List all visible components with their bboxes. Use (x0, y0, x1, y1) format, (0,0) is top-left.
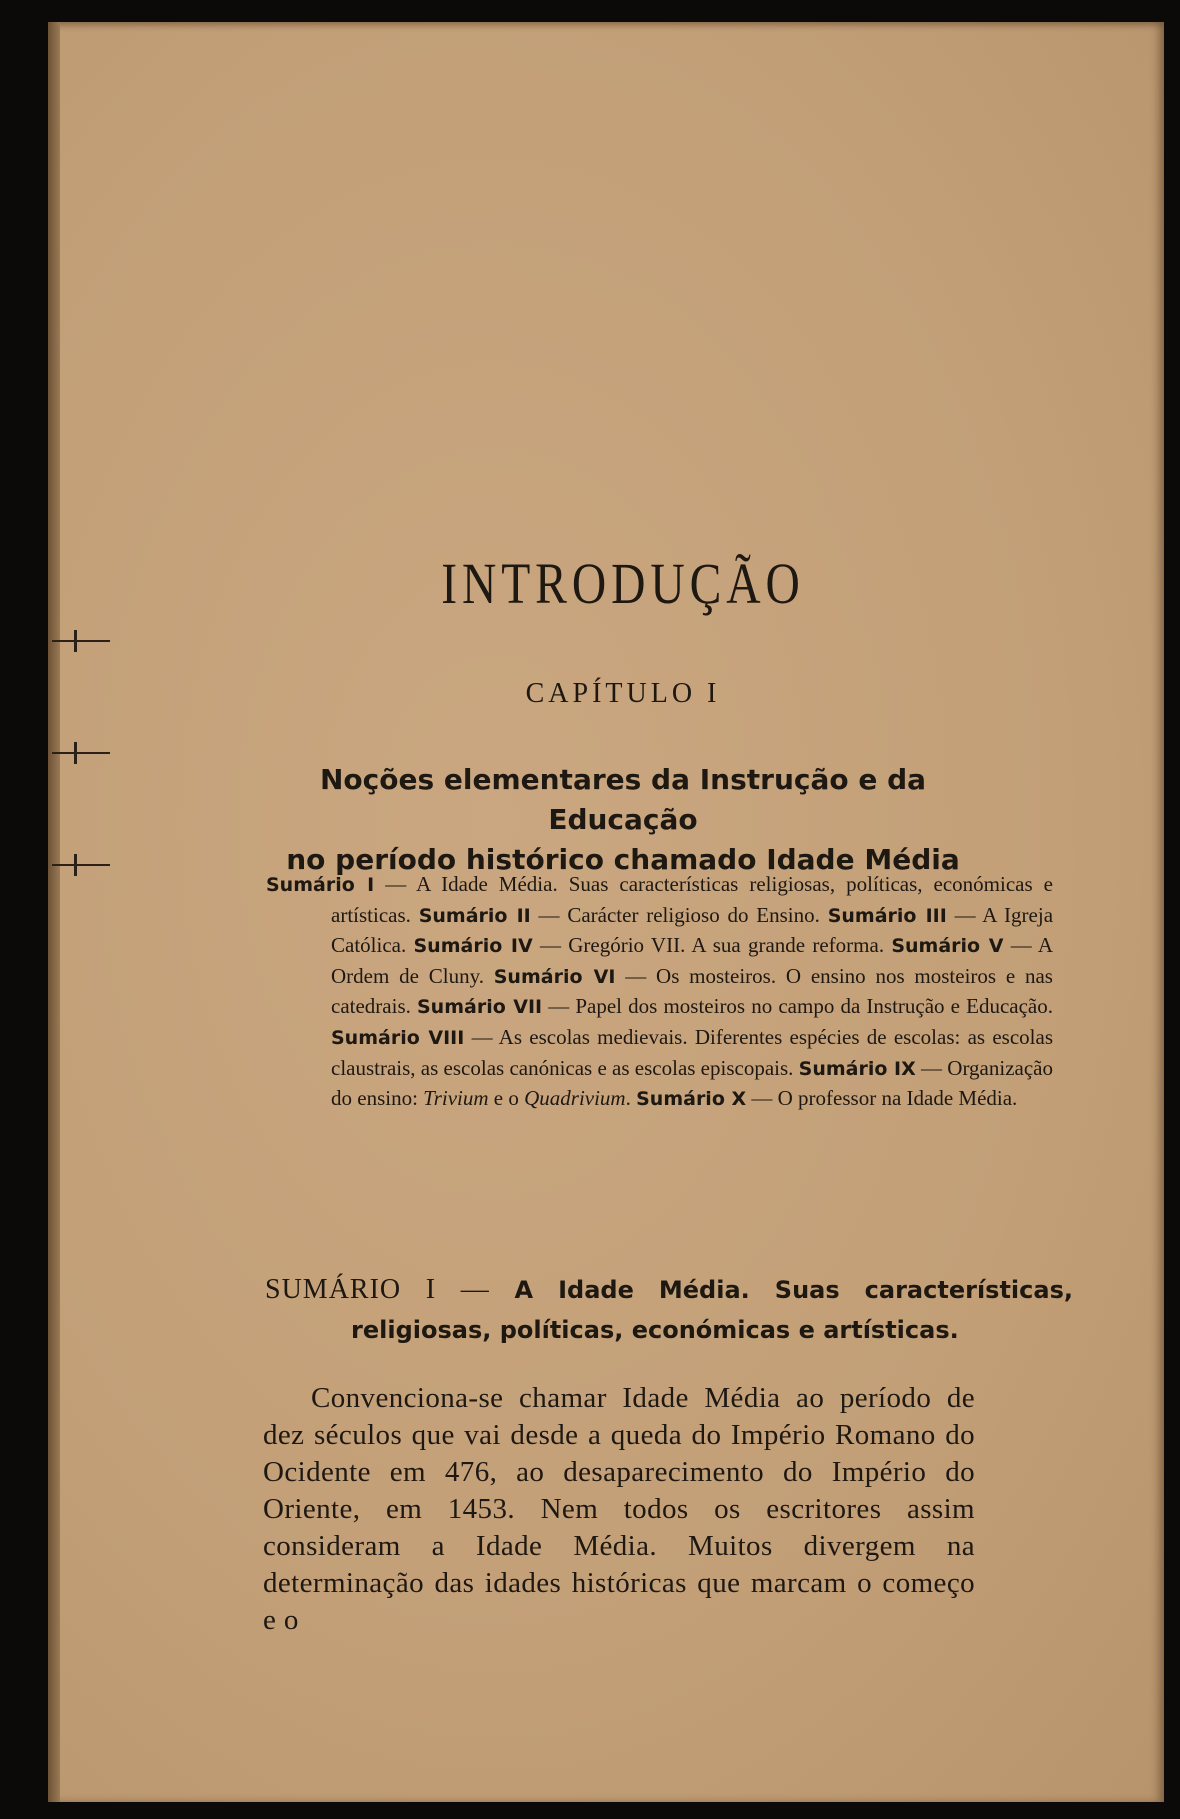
summary-text: — Organização do ensino: (331, 1055, 1053, 1111)
summary-text: — A Igreja Católica. (331, 902, 1054, 958)
chapter-summary (266, 870, 1053, 1115)
summary-text: — As escolas medievais. Diferentes espécies de escolas: as escolas claustrais, as escolas canónicas e as escolas episcopais. (331, 1024, 1053, 1080)
summary-label: Sumário VII (417, 996, 543, 1019)
summary-text: — A Ordem de Cluny. (331, 933, 1053, 988)
book-spine (48, 22, 60, 1802)
section-heading (265, 1270, 1073, 1350)
summary-label: Sumário V (891, 935, 1004, 958)
summary-label: Sumário X (636, 1088, 747, 1111)
summary-label: Sumário VIII (331, 1026, 465, 1049)
summary-text: — Papel dos mosteiros no campo da Instrução e Educação. (542, 994, 1053, 1019)
summary-text: — Carácter religioso do Ensino. (530, 902, 828, 927)
summary-label: Sumário VI (493, 965, 616, 988)
body-paragraph: Convenciona-se chamar Idade Média ao período de dez séculos que vai desde a queda do Império Romano do Ocidente em 476, ao desaparecimento do Império do Oriente, em 1453. Nem todos os escritores assim consideram a Idade Média. Muitos divergem na determinação das idades históricas que marcam o começo e o (263, 1382, 975, 1636)
summary-label: Sumário IV (413, 935, 533, 958)
book-page (48, 22, 1164, 1802)
page-title: INTRODUÇÃO (441, 551, 805, 616)
chapter-heading-line-1: Noções elementares da Instrução e da Educação (319, 763, 927, 836)
binding-stitch (52, 752, 110, 754)
summary-text: e o (488, 1086, 525, 1111)
summary-label: Sumário IX (798, 1057, 916, 1080)
section-heading-lead: SUMÁRIO I — (265, 1274, 515, 1305)
section-heading-text: A Idade Média. Suas características, religiosas, políticas, económicas e artísticas. (351, 1276, 1073, 1344)
chapter-heading-line-2: no período histórico chamado Idade Média (286, 843, 960, 876)
summary-text: — Os mosteiros. O ensino nos mosteiros e nas catedrais. (331, 963, 1053, 1019)
summary-text: — Gregório VII. A sua grande reforma. (532, 933, 892, 958)
summary-text: — A Idade Média. Suas características religiosas, políticas, económicas e artísticas. (331, 872, 1053, 927)
binding-stitch (52, 640, 110, 642)
chapter-heading (263, 760, 983, 880)
summary-italic-term: Quadrivium (524, 1086, 626, 1111)
chapter-label: CAPÍTULO I (525, 678, 721, 709)
summary-text: . (625, 1086, 637, 1111)
summary-text: — O professor na Idade Média. (746, 1086, 1018, 1111)
summary-italic-term: Trivium (423, 1086, 489, 1111)
binding-stitch (52, 864, 110, 866)
summary-label: Sumário I (266, 874, 375, 896)
summary-label: Sumário III (827, 904, 947, 927)
summary-label: Sumário II (418, 904, 531, 927)
